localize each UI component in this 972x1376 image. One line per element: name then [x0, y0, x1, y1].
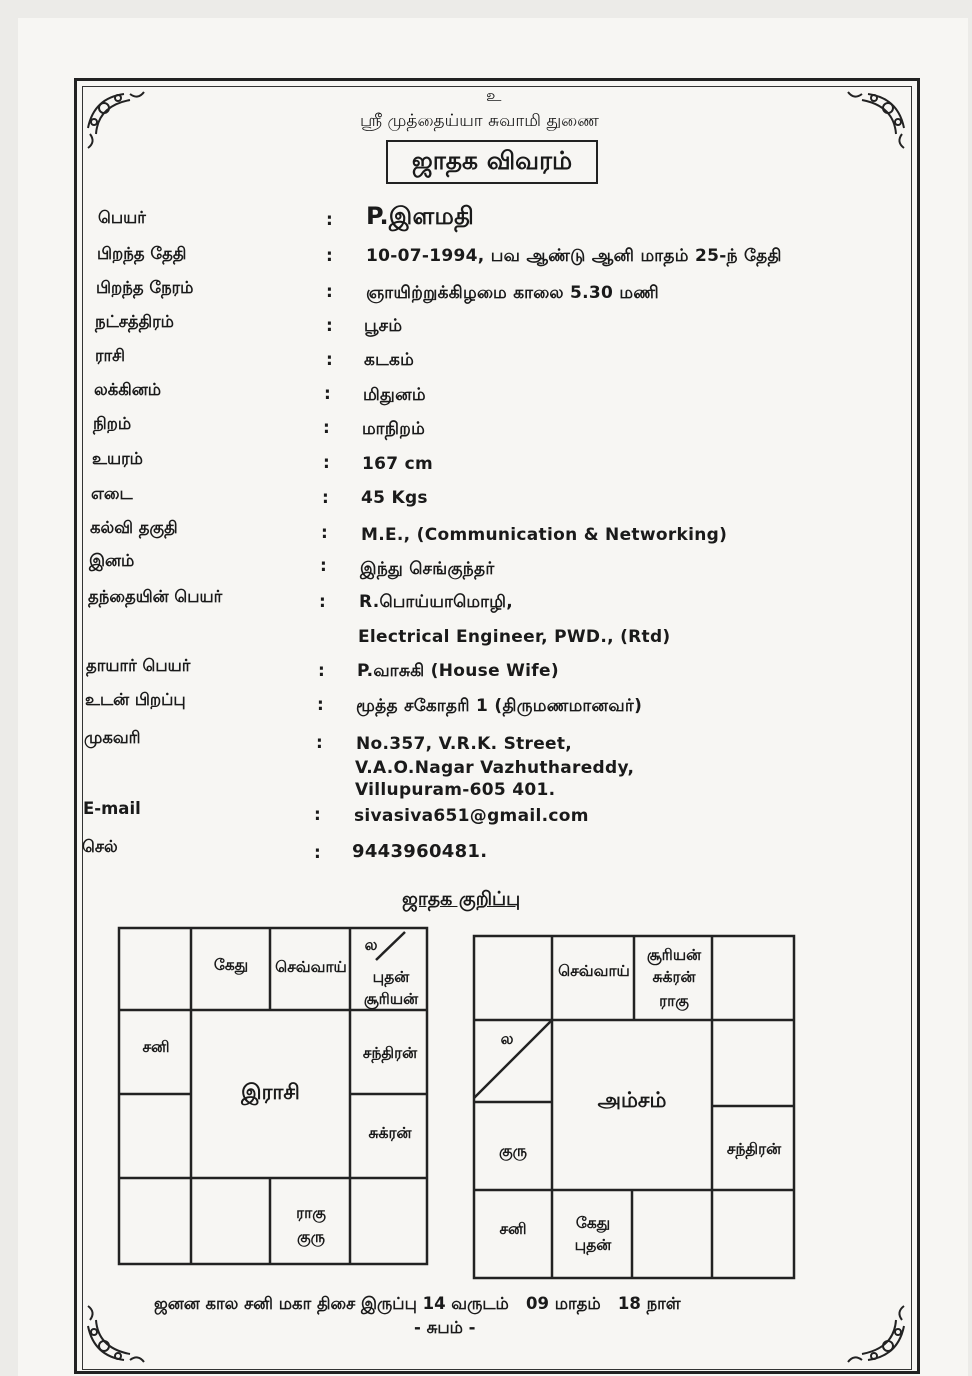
colon: :: [318, 661, 325, 681]
field-label-siblings: உடன் பிறப்பு: [85, 690, 186, 709]
field-value-height: 167 cm: [362, 454, 433, 474]
field-value-star: பூசம்: [364, 316, 403, 336]
dasa-balance-line: ஜனன கால சனி மகா திசை இருப்பு 14 வருடம் 09 மாதம் 18 நாள்: [154, 1294, 681, 1313]
horoscope-section-title: ஜாதக குறிப்பு: [402, 888, 521, 910]
field-value-address-line3: Villupuram-605 401.: [355, 780, 556, 800]
colon: :: [319, 592, 326, 612]
colon: :: [323, 453, 330, 473]
field-value-mother-name: P.வாசுகி (House Wife): [357, 661, 559, 681]
rasi-cell-guru: குரு: [296, 1228, 326, 1246]
document-title: [386, 140, 598, 184]
field-label-birth-date: பிறந்த தேதி: [97, 244, 187, 263]
rasi-cell-chandran: சந்திரன்: [362, 1044, 418, 1062]
field-value-father-name: R.பொய்யாமொழி,: [359, 592, 514, 612]
rasi-cell-sevvai: செவ்வாய்: [275, 958, 347, 976]
colon: :: [323, 418, 330, 438]
rasi-cell-lagna: ல: [364, 936, 378, 954]
field-label-mobile: செல்: [82, 837, 118, 856]
corner-ornament-bottom-right: [838, 1296, 908, 1366]
field-value-rasi: கடகம்: [364, 350, 415, 370]
colon: :: [314, 805, 321, 825]
field-label-weight: எடை: [91, 484, 133, 503]
field-value-father-occupation: Electrical Engineer, PWD., (Rtd): [358, 627, 671, 647]
amsam-cell-suriyan: சூரியன்: [646, 946, 702, 964]
document-title-text: ஜாதக விவரம்: [411, 145, 573, 175]
field-label-mother-name: தாயார் பெயர்: [86, 656, 191, 675]
invocation-line: ஸ்ரீ முத்தைய்யா சுவாமி துணை: [360, 111, 599, 131]
colon: :: [326, 316, 333, 336]
amsam-chart-center-label: அம்சம்: [597, 1088, 667, 1112]
header-symbol: உ: [486, 86, 502, 106]
field-value-siblings: மூத்த சகோதரி 1 (திருமணமானவர்): [356, 696, 643, 716]
field-value-address-line2: V.A.O.Nagar Vazhuthareddy,: [355, 758, 635, 778]
amsam-cell-chandran: சந்திரன்: [726, 1140, 782, 1158]
field-value-mobile: 9443960481.: [352, 841, 488, 862]
amsam-cell-raghu: ராகு: [659, 992, 689, 1010]
field-label-education: கல்வி தகுதி: [90, 518, 178, 537]
field-label-complexion: நிறம்: [93, 414, 132, 433]
colon: :: [322, 488, 329, 508]
field-value-birth-date: 10-07-1994, பவ ஆண்டு ஆனி மாதம் 25-ந் தேதி: [366, 246, 782, 266]
field-value-complexion: மாநிறம்: [362, 419, 426, 439]
rasi-cell-suriyan: சூரியன்: [363, 990, 419, 1008]
field-label-address: முகவரி: [84, 728, 141, 747]
field-label-star: நட்சத்திரம்: [95, 312, 174, 331]
field-value-lagna: மிதுனம்: [363, 385, 426, 405]
colon: :: [326, 246, 333, 266]
colon: :: [317, 695, 324, 715]
closing-subham: - சுபம் -: [414, 1318, 476, 1337]
field-value-birth-time: ஞாயிற்றுக்கிழமை காலை 5.30 மணி: [366, 283, 659, 303]
colon: :: [326, 350, 333, 370]
field-label-name: பெயர்: [98, 208, 146, 227]
field-label-father-name: தந்தையின் பெயர்: [88, 587, 223, 606]
amsam-cell-sevvai: செவ்வாய்: [558, 962, 630, 980]
corner-ornament-bottom-left: [84, 1296, 154, 1366]
rasi-cell-budhan: புதன்: [372, 968, 410, 986]
amsam-cell-guru: குரு: [498, 1142, 528, 1160]
rasi-cell-raghu: ராகு: [296, 1204, 326, 1222]
field-label-community: இனம்: [89, 551, 135, 570]
colon: :: [326, 210, 333, 230]
amsam-cell-lagna: ல: [500, 1030, 514, 1048]
field-value-email: sivasiva651@gmail.com: [354, 806, 589, 826]
field-label-email: E-mail: [83, 799, 141, 818]
field-label-rasi: ராசி: [95, 346, 126, 365]
colon: :: [320, 556, 327, 576]
corner-ornament-top-right: [838, 88, 908, 158]
field-value-weight: 45 Kgs: [361, 488, 428, 508]
colon: :: [326, 282, 333, 302]
amsam-cell-sani: சனி: [499, 1220, 527, 1238]
field-label-height: உயரம்: [92, 449, 143, 468]
colon: :: [321, 523, 328, 543]
rasi-chart: [114, 926, 432, 1266]
colon: :: [324, 384, 331, 404]
rasi-cell-sukran: சுக்ரன்: [368, 1124, 412, 1142]
field-label-lagna: லக்கினம்: [94, 380, 162, 399]
colon: :: [314, 843, 321, 863]
rasi-chart-center-label: இராசி: [241, 1080, 300, 1104]
rasi-cell-sani: சனி: [142, 1038, 170, 1056]
rasi-cell-ketu: கேது: [213, 956, 249, 974]
corner-ornament-top-left: [84, 88, 154, 158]
amsam-cell-sukran: சுக்ரன்: [652, 968, 696, 986]
field-label-birth-time: பிறந்த நேரம்: [96, 278, 194, 297]
amsam-chart: [468, 932, 800, 1280]
field-value-education: M.E., (Communication & Networking): [361, 525, 728, 545]
field-value-name: P.இளமதி: [366, 202, 475, 230]
colon: :: [316, 733, 323, 753]
amsam-cell-budhan: புதன்: [574, 1236, 612, 1254]
amsam-cell-ketu: கேது: [575, 1214, 611, 1232]
field-value-community: இந்து செங்குந்தர்: [360, 559, 495, 579]
field-value-address-line1: No.357, V.R.K. Street,: [356, 734, 573, 754]
